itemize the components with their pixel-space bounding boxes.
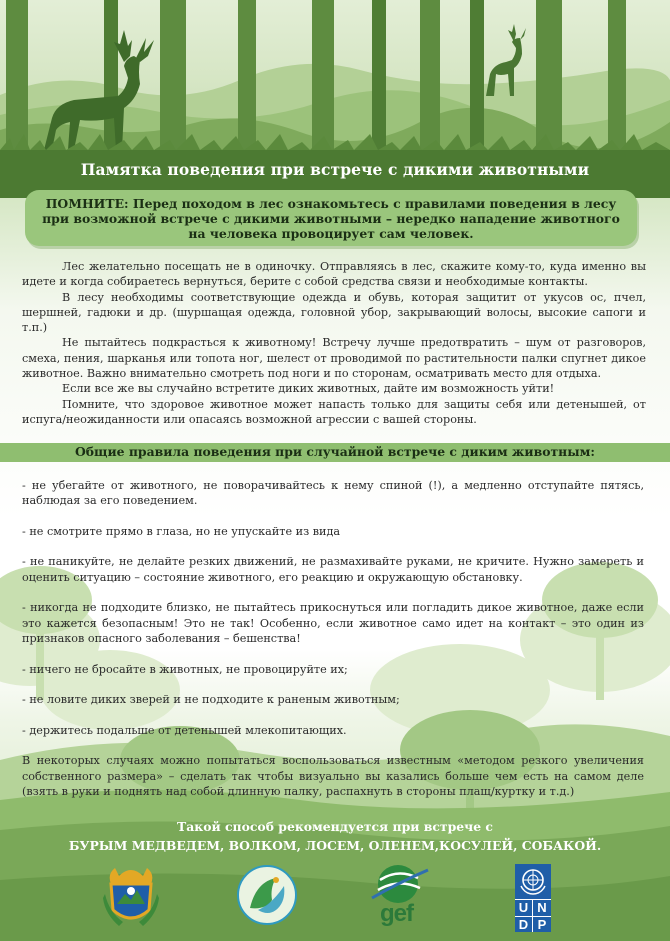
rule-item: - не паникуйте, не делайте резких движений, не размахивайте руками, не кричите. Нужно замереть и оценить ситуацию – состояние животного, его реакцию и окружающую обстановку.	[22, 555, 644, 584]
intro-paragraph: Если все же вы случайно встретите диких животных, дайте им возможность уйти!	[62, 382, 555, 396]
recommendation-line: Такой способ рекомендуется при встрече с	[177, 819, 493, 834]
rule-item: - не убегайте от животного, не поворачивайтесь к нему спиной (!), а медленно отступайте пятясь, наблюдая за его поведением.	[22, 479, 644, 508]
rules-list	[22, 478, 644, 799]
rule-item: - никогда не подходите близко, не пытайтесь прикоснуться или погладить дикое животное, даже если это кажется безопасным! Это не так! Особенно, если животное само идет на контакт – это один из признаков опасного заболевания – бешенства!	[22, 601, 644, 645]
recommendation	[0, 818, 670, 855]
rules-heading: Общие правила поведения при случайной встрече с диким животным:	[74, 444, 595, 459]
recommendation-animals: БУРЫМ МЕДВЕДЕМ, ВОЛКОМ, ЛОСЕМ, ОЛЕНЕМ,КОСУЛЕЙ, СОБАКОЙ.	[68, 837, 602, 853]
remember-text: ПОМНИТЕ: Перед походом в лес ознакомьтесь с правилами поведения в лесу при возможной встрече с дикими животными – нередко нападение животного на человека провоцирует сам человек.	[42, 196, 620, 241]
undp-letters	[515, 899, 551, 932]
rule-item: - ничего не бросайте в животных, не провоцируйте их;	[22, 662, 348, 676]
intro-text	[22, 259, 646, 427]
un-emblem-icon	[515, 864, 551, 898]
undp-logo	[515, 864, 551, 932]
page-title: Памятка поведения при встрече с дикими животными	[80, 160, 590, 179]
intro-paragraph: Лес желательно посещать не в одиночку. Отправляясь в лес, скажите кому-то, куда именно вы идете и когда собираетесь вернуться, берите с собой средства связи и необходимые контакты.	[22, 260, 646, 289]
intro-paragraph: В лесу необходимы соответствующие одежда и обувь, которая защитит от укусов ос, пчел, шершней, гадюки и др. (шуршащая одежда, головной убор, закрывающий волосы, высокие сапоги и т.п.)	[22, 290, 646, 335]
rule-item: - держитесь подальше от детенышей млекопитающих.	[22, 723, 347, 737]
undp-letter: N	[533, 899, 551, 916]
undp-letter: D	[515, 916, 533, 933]
gef-wordmark: gef	[380, 900, 413, 927]
undp-letter: P	[533, 916, 551, 933]
ecology-logo	[236, 864, 298, 926]
rule-item: В некоторых случаях можно попытаться воспользоваться известным «методом резкого увеличения собственного размера» – сделать так чтобы визуально вы казались больше чем есть на самом деле (взять в руки и поднять над собой длинную палку, распахнуть в стороны плащ/куртку и т.д.)	[22, 754, 644, 798]
rule-item: - не ловите диких зверей и не подходите к раненым животным;	[22, 693, 400, 707]
undp-letter: U	[515, 899, 533, 916]
intro-paragraph: Помните, что здоровое животное может напасть только для защиты себя или детенышей, от испуга/неожиданности или опасаясь возможной агрессии с вашей стороны.	[22, 397, 646, 426]
gef-logo	[370, 864, 430, 930]
emblem-logo	[103, 864, 159, 930]
rule-item: - не смотрите прямо в глаза, но не упускайте из вида	[22, 524, 341, 538]
intro-paragraph: Не пытайтесь подкрасться к животному! Встречу лучше предотвратить – шум от разговоров, смеха, пения, шарканья или топота ног, шелест от проводимой по растительности палки спугнет дикое животное. Важно внимательно смотреть под ноги и по сторонам, осматривать место для отдыха.	[22, 336, 646, 381]
